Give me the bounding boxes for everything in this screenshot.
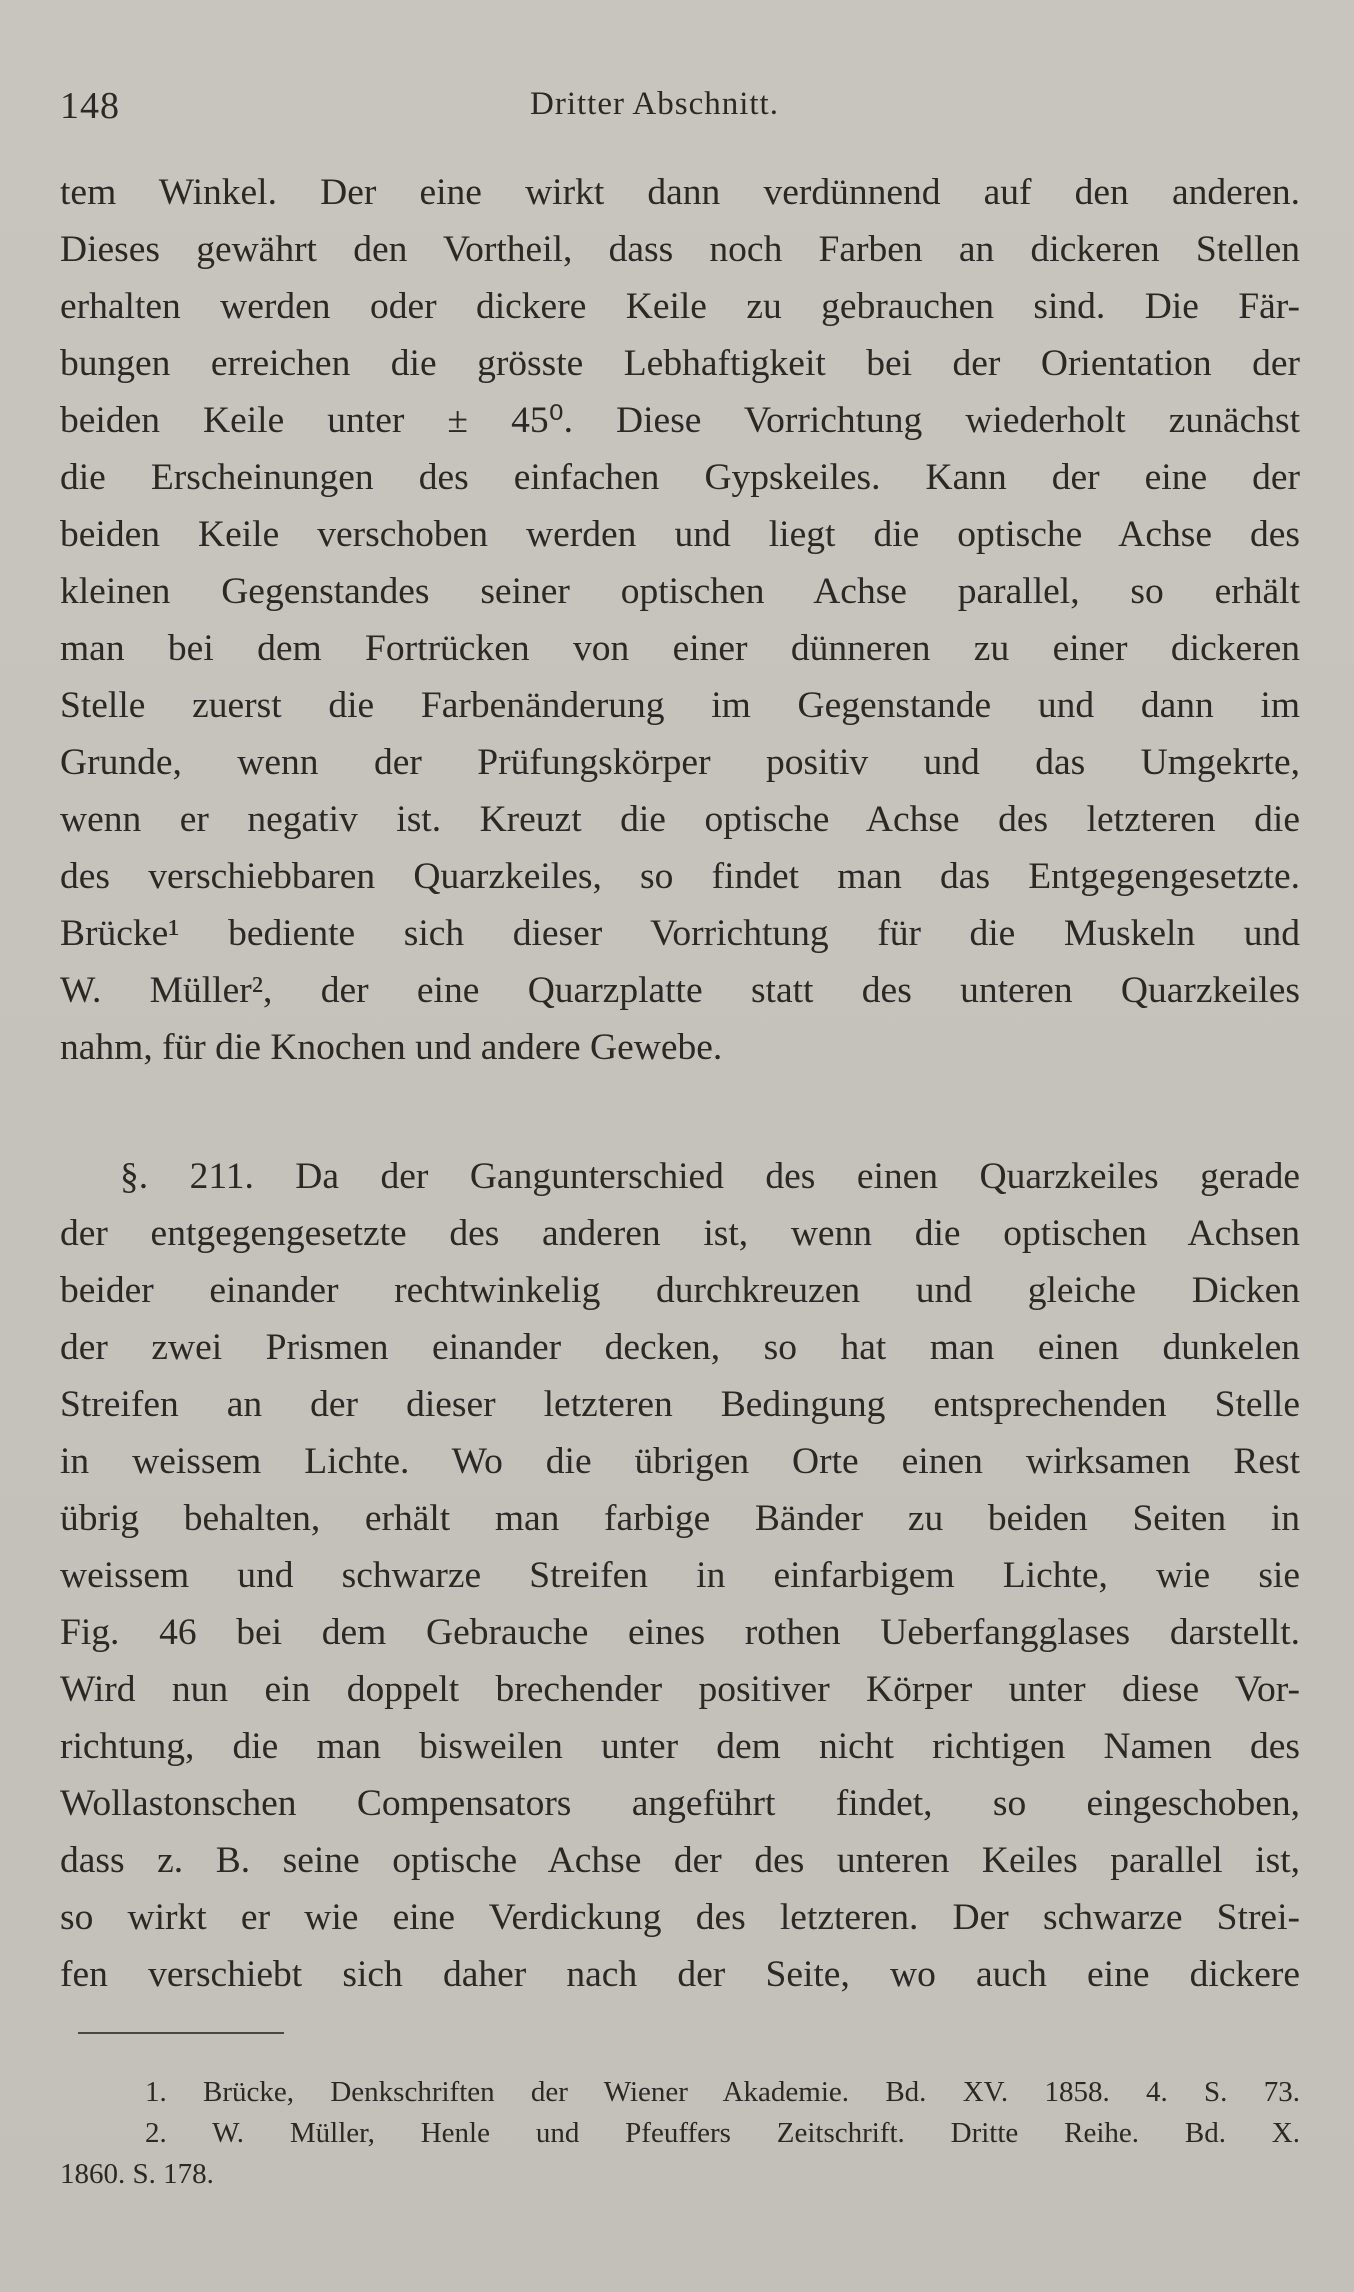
text-line: in weissem Lichte. Wo die übrigen Orte einen wirksamen Rest [60,1441,1300,1482]
text-line: W. Müller², der eine Quarzplatte statt des unteren Quarzkeiles [60,970,1300,1011]
text-line: Streifen an der dieser letzteren Bedingung entsprechenden Stelle [60,1384,1300,1425]
paragraph-1 [60,164,1300,1076]
text-line: wenn er negativ ist. Kreuzt die optische Achse des letzteren die [60,799,1300,840]
text-line: der entgegengesetzte des anderen ist, wenn die optischen Achsen [60,1213,1300,1254]
text-line: tem Winkel. Der eine wirkt dann verdünnend auf den anderen. [60,172,1300,213]
text-line: der zwei Prismen einander decken, so hat man einen dunkelen [60,1327,1300,1368]
text-line: richtung, die man bisweilen unter dem nicht richtigen Namen des [60,1726,1300,1767]
text-line: Wird nun ein doppelt brechender positiver Körper unter diese Vor- [60,1669,1300,1710]
footnote-2-continued: 1860. S. 178. [60,2158,214,2190]
text-line: so wirkt er wie eine Verdickung des letzteren. Der schwarze Strei- [60,1897,1300,1938]
footnote-2: 2. W. Müller, Henle und Pfeuffers Zeitschrift. Dritte Reihe. Bd. X. [145,2117,1300,2149]
text-line: weissem und schwarze Streifen in einfarbigem Lichte, wie sie [60,1555,1300,1596]
text-line: übrig behalten, erhält man farbige Bänder zu beiden Seiten in [60,1498,1300,1539]
text-line: Brücke¹ bediente sich dieser Vorrichtung für die Muskeln und [60,913,1300,954]
text-line: des verschiebbaren Quarzkeiles, so findet man das Entgegengesetzte. [60,856,1300,897]
text-line: Wollastonschen Compensators angeführt findet, so eingeschoben, [60,1783,1300,1824]
text-line: Stelle zuerst die Farbenänderung im Gegenstande und dann im [60,685,1300,726]
text-line: fen verschiebt sich daher nach der Seite, wo auch eine dickere [60,1954,1300,1995]
text-line: beider einander rechtwinkelig durchkreuzen und gleiche Dicken [60,1270,1300,1311]
text-line: nahm, für die Knochen und andere Gewebe. [60,1027,723,1068]
footnotes [60,2072,1300,2195]
text-line: Dieses gewährt den Vortheil, dass noch Farben an dickeren Stellen [60,229,1300,270]
text-line: dass z. B. seine optische Achse der des unteren Keiles parallel ist, [60,1840,1300,1881]
text-line: Grunde, wenn der Prüfungskörper positiv und das Umgekrte, [60,742,1300,783]
footnote-divider [78,2032,284,2034]
page-header [60,84,1300,134]
text-line: bungen erreichen die grösste Lebhaftigkeit bei der Orientation der [60,343,1300,384]
paragraph-2 [60,1148,1300,2003]
text-line: man bei dem Fortrücken von einer dünneren zu einer dickeren [60,628,1300,669]
text-line: kleinen Gegenstandes seiner optischen Achse parallel, so erhält [60,571,1300,612]
text-line: beiden Keile unter ± 45⁰. Diese Vorrichtung wiederholt zunächst [60,400,1300,441]
running-head: Dritter Abschnitt. [530,86,779,122]
page-number: 148 [60,85,120,127]
text-line: beiden Keile verschoben werden und liegt die optische Achse des [60,514,1300,555]
text-line: erhalten werden oder dickere Keile zu gebrauchen sind. Die Fär- [60,286,1300,327]
text-line: Fig. 46 bei dem Gebrauche eines rothen Ueberfangglases darstellt. [60,1612,1300,1653]
footnote-1: 1. Brücke, Denkschriften der Wiener Akademie. Bd. XV. 1858. 4. S. 73. [145,2076,1300,2108]
text-line: §. 211. Da der Gangunterschied des einen Quarzkeiles gerade [120,1156,1300,1197]
text-line: die Erscheinungen des einfachen Gypskeiles. Kann der eine der [60,457,1300,498]
